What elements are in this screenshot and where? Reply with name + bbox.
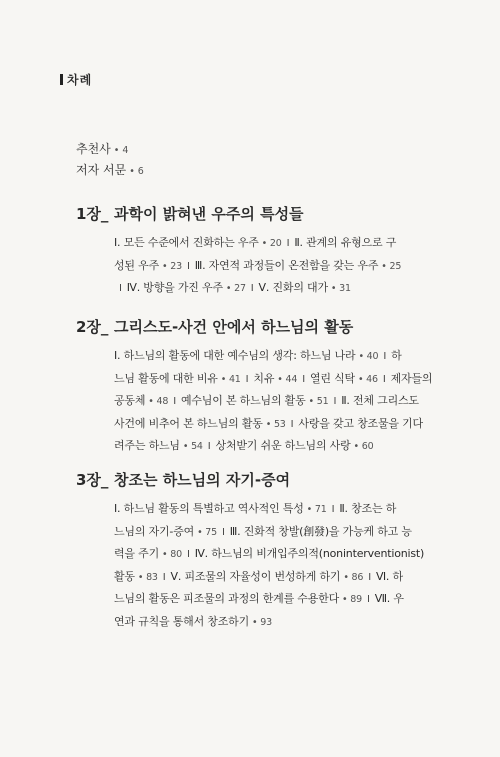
entry-text: 력을 주기 — [114, 547, 160, 560]
page-number: • 80 — [162, 549, 182, 560]
separator: Ⅰ — [331, 504, 335, 515]
entry-text: Ⅰ. 하느님의 활동에 대한 예수님의 생각: 하느님 나라 — [114, 349, 356, 362]
separator: Ⅰ — [245, 373, 249, 385]
entry-text: Ⅶ. 우 — [374, 592, 404, 605]
chapter-title: 창조는 하느님의 자기-증여 — [114, 471, 291, 489]
toc-line — [114, 255, 436, 278]
page-number: • 20 — [261, 238, 282, 249]
entry-text: 제자들의 — [390, 371, 433, 385]
entry-text: Ⅳ. 하느님의 비개입주의적(noninterventionist) — [194, 547, 425, 560]
chapter-contents — [114, 232, 436, 300]
chapter-number: 2장_ — [76, 318, 109, 336]
header-bar-mark — [60, 74, 63, 85]
entry-text: Ⅱ. 전체 그리스도 — [341, 394, 419, 407]
chapter-heading — [76, 316, 436, 338]
chapter-2 — [76, 316, 436, 458]
chapter-title: 과학이 밝혀낸 우주의 특성들 — [114, 205, 304, 223]
toc-line — [114, 566, 436, 589]
entry-text: Ⅵ. 하 — [375, 569, 403, 583]
front-matter-list — [76, 139, 144, 181]
entry-text: Ⅰ. 하느님 활동의 특별하고 역사적인 특성 — [114, 502, 304, 515]
page-number: • 48 — [148, 396, 169, 407]
separator: Ⅰ — [186, 260, 190, 272]
chapter-heading — [76, 203, 436, 225]
toc-line — [114, 543, 436, 566]
toc-line — [114, 498, 436, 521]
separator: Ⅰ — [186, 549, 190, 560]
toc-line — [114, 521, 436, 544]
entry-text: Ⅴ. 진화의 대가 — [258, 281, 328, 294]
entry-text: Ⅳ. 방향을 가진 우주 — [126, 281, 223, 294]
toc-line — [114, 232, 436, 255]
entry-text: 성된 우주 — [114, 258, 160, 272]
front-matter-item — [76, 160, 144, 181]
toc-line — [114, 368, 436, 391]
separator: Ⅰ — [368, 571, 371, 583]
separator: Ⅰ — [366, 594, 370, 605]
separator: Ⅰ — [119, 283, 122, 294]
entry-text: 연과 규칙을 통해서 창조하기 — [114, 614, 250, 628]
chapter-number: 1장_ — [76, 205, 109, 223]
chapter-contents — [114, 498, 436, 633]
page-number: • 75 — [197, 526, 217, 538]
separator: Ⅰ — [333, 396, 337, 407]
entry-text: Ⅲ. 진화적 창발(創發)을 가능케 하고 능 — [229, 524, 412, 538]
page-number: • 86 — [343, 571, 364, 583]
separator: Ⅰ — [207, 441, 211, 452]
page-number: • 53 — [265, 418, 286, 430]
separator: Ⅰ — [221, 526, 225, 538]
toc-line — [114, 413, 436, 436]
page-number: • 89 — [342, 594, 362, 605]
toc-line — [114, 435, 436, 458]
toc-line — [114, 588, 436, 611]
toc-header — [60, 71, 92, 88]
page-number: • 41 — [220, 373, 241, 385]
entry-text: 치유 — [253, 371, 275, 385]
chapter-contents — [114, 345, 436, 458]
page-number: • 25 — [381, 260, 402, 272]
entry-text: 예수님이 본 하느님의 활동 — [180, 394, 306, 407]
page-number: • 46 — [357, 373, 378, 385]
toc-line — [114, 611, 436, 634]
entry-text: 느님의 자기-증여 — [114, 524, 195, 538]
page-number: • 4 — [113, 145, 129, 156]
entry-text: 상처받기 쉬운 하느님의 사랑 — [215, 439, 351, 452]
entry-text: Ⅴ. 피조물의 자율성이 번성하게 하기 — [170, 569, 341, 583]
entry-text: 활동 — [114, 569, 135, 583]
chapter-number: 3장_ — [76, 471, 109, 489]
entry-text: 사건에 비추어 본 하느님의 활동 — [114, 416, 263, 430]
entry-text: Ⅱ. 창조는 하 — [339, 502, 397, 515]
entry-text: 사랑을 갖고 창조물을 기다 — [298, 416, 423, 430]
separator: Ⅰ — [173, 396, 176, 407]
entry-text: 하 — [391, 349, 402, 362]
page-number: • 71 — [306, 504, 327, 515]
separator: Ⅰ — [286, 238, 290, 249]
page-number: • 44 — [277, 373, 298, 385]
chapter-1 — [76, 203, 436, 300]
page-number: • 6 — [129, 166, 144, 177]
page-number: • 51 — [308, 396, 329, 407]
chapter-heading — [76, 469, 436, 491]
page-number: • 27 — [225, 283, 246, 294]
front-matter-label: 저자 서문 — [76, 163, 127, 177]
entry-text: Ⅰ. 모든 수준에서 진화하는 우주 — [114, 236, 259, 249]
toc-title: 차례 — [67, 73, 93, 87]
page-number: • 54 — [182, 441, 203, 452]
chapter-3 — [76, 469, 436, 633]
front-matter-label: 추천사 — [76, 142, 111, 156]
separator: Ⅰ — [383, 351, 387, 362]
chapter-title: 그리스도-사건 안에서 하느님의 활동 — [114, 318, 354, 336]
entry-text: 느님 활동에 대한 비유 — [114, 371, 218, 385]
entry-text: 열린 식탁 — [309, 371, 355, 385]
entry-text: Ⅲ. 자연적 과정들이 온전함을 갖는 우주 — [194, 258, 379, 272]
toc-line — [114, 390, 436, 413]
entry-text: 느님의 활동은 피조물의 과정의 한계를 수용한다 — [114, 592, 340, 605]
page-number: • 60 — [353, 441, 374, 452]
separator: Ⅰ — [382, 373, 386, 385]
entry-text: Ⅱ. 관계의 유형으로 구 — [294, 236, 397, 249]
page-number: • 83 — [137, 571, 158, 583]
front-matter-item — [76, 139, 144, 160]
separator: Ⅰ — [302, 373, 305, 385]
separator: Ⅰ — [162, 571, 166, 583]
toc-line — [114, 345, 436, 368]
page-number: • 93 — [252, 616, 272, 628]
entry-text: 공동체 — [114, 394, 146, 407]
entry-text: 려주는 하느님 — [114, 439, 180, 452]
separator: Ⅰ — [250, 283, 254, 294]
toc-line — [114, 277, 436, 300]
page-number: • 23 — [162, 260, 182, 272]
page-number: • 40 — [358, 351, 379, 362]
page-number: • 31 — [330, 283, 351, 294]
separator: Ⅰ — [290, 418, 294, 430]
